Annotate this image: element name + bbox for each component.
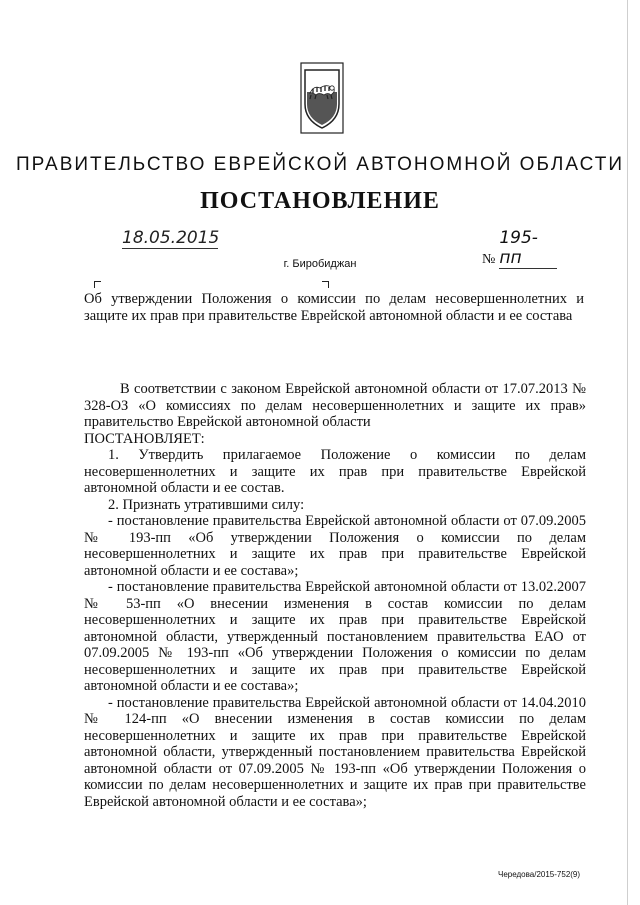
subject-bracket-left — [94, 281, 101, 288]
preamble-paragraph: В соответствии с законом Еврейской автономной области от 17.07.2013 № 328-ОЗ «О комиссиях по делам несовершеннолетних и защите их прав» правительство Еврейской автономной области — [84, 381, 586, 430]
repealed-item-3: - постановление правительства Еврейской автономной области от 14.04.2010 № 124-пп «О внесении изменения в состав комиссии по делам несовершеннолетних и защите их прав при правительстве Еврейской автономной области, утвержденный постановлением правительства Еврейской автономной области от 07.09.2005 № 193-пп «Об утверждении Положения о комиссии по делам несовершеннолетних и защите их прав при правительстве Еврейской автономной области и ее состава»; — [84, 694, 586, 810]
document-date: 18.05.2015 — [122, 228, 220, 248]
document-body — [84, 381, 586, 810]
number-label: № — [482, 252, 496, 267]
resolution-keyword: ПОСТАНОВЛЯЕТ: — [84, 430, 205, 447]
clause-2: 2. Признать утратившими силу: — [108, 496, 305, 513]
number-value: 195-пп — [499, 228, 557, 269]
document-subject: Об утверждении Положения о комиссии по делам несовершеннолетних и защите их прав при правительстве Еврейской автономной области и ее состава — [84, 291, 584, 324]
document-city: г. Биробиджан — [283, 258, 357, 270]
government-heading: ПРАВИТЕЛЬСТВО ЕВРЕЙСКОЙ АВТОНОМНОЙ ОБЛАСТИ — [16, 154, 624, 175]
repealed-item-1: - постановление правительства Еврейской автономной области от 07.09.2005 № 193-пп «Об утверждении Положения о комиссии по делам несовершеннолетних и защите их прав при правительстве Еврейской автономной области и ее состава»; — [84, 513, 586, 579]
subject-bracket-right — [322, 281, 329, 288]
footer-reference: Чередова/2015-752(9) — [498, 870, 581, 879]
repealed-item-2: - постановление правительства Еврейской автономной области от 13.02.2007 № 53-пп «О внесении изменения в состав комиссии по делам несовершеннолетних и защите их прав при правительстве Еврейской автономной области, утвержденный постановлением правительства ЕАО от 07.09.2005 № 193-пп «Об утверждении Положения о комиссии по делам несовершеннолетних и защите их прав при правительстве Еврейской автономной области и ее состава»; — [84, 579, 586, 694]
clause-1: 1. Утвердить прилагаемое Положение о комиссии по делам несовершеннолетних и защите их прав при правительстве Еврейской автономной области и ее состав. — [84, 447, 586, 496]
coat-of-arms-tiger-icon — [300, 62, 344, 134]
document-type-title: ПОСТАНОВЛЕНИЕ — [200, 188, 440, 214]
page-edge-line — [627, 0, 628, 905]
